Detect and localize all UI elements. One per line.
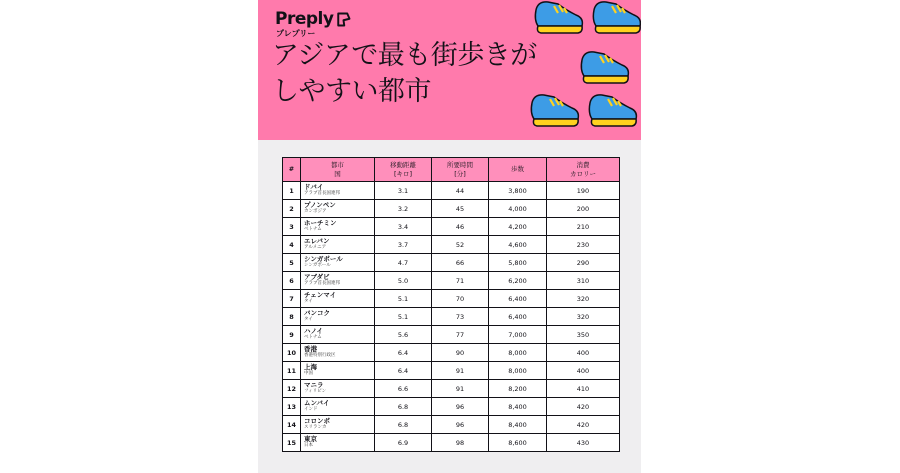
city-name: 上海 — [304, 363, 317, 371]
calories-cell: 420 — [547, 416, 620, 434]
country-name: アルメニア — [304, 245, 327, 250]
preply-logo — [275, 9, 351, 29]
rank-cell: 3 — [283, 218, 301, 236]
rank-cell: 6 — [283, 272, 301, 290]
rank-cell: 2 — [283, 200, 301, 218]
country-name: スリランカ — [304, 425, 327, 430]
table-row — [283, 290, 620, 308]
header-time: 所要時間 [分] — [432, 158, 489, 182]
header-steps: 歩数 — [489, 158, 547, 182]
country-name: 香港特別行政区 — [304, 353, 336, 358]
city-cell — [301, 272, 375, 290]
title-line-2: しやすい都市 — [272, 76, 431, 107]
city-name: シンガポール — [304, 255, 343, 263]
sneaker-pair-icon — [532, 0, 641, 44]
city-cell — [301, 308, 375, 326]
time-cell: 73 — [432, 308, 489, 326]
city-name: アブダビ — [304, 273, 330, 281]
distance-cell: 3.4 — [375, 218, 432, 236]
header-city: 都市 国 — [301, 158, 375, 182]
rank-cell: 9 — [283, 326, 301, 344]
city-name: ムンバイ — [304, 399, 330, 407]
steps-cell: 8,000 — [489, 344, 547, 362]
time-cell: 44 — [432, 182, 489, 200]
distance-cell: 6.8 — [375, 416, 432, 434]
steps-cell: 8,400 — [489, 398, 547, 416]
city-name: ハノイ — [304, 327, 323, 335]
city-name: チェンマイ — [304, 291, 337, 299]
country-name: インド — [304, 407, 318, 412]
table-row — [283, 308, 620, 326]
steps-cell: 6,400 — [489, 290, 547, 308]
rank-cell: 10 — [283, 344, 301, 362]
time-cell: 71 — [432, 272, 489, 290]
time-cell: 91 — [432, 362, 489, 380]
city-cell — [301, 344, 375, 362]
table-row — [283, 182, 620, 200]
calories-cell: 200 — [547, 200, 620, 218]
header-banner — [258, 0, 641, 140]
table-header-row — [283, 158, 620, 182]
country-name: フィリピン — [304, 389, 327, 394]
distance-cell: 6.4 — [375, 344, 432, 362]
country-name: カンボジア — [304, 209, 327, 214]
country-name: ベトナム — [304, 227, 322, 232]
calories-cell: 310 — [547, 272, 620, 290]
table-body — [283, 182, 620, 452]
time-cell: 98 — [432, 434, 489, 452]
steps-cell: 6,400 — [489, 308, 547, 326]
time-cell: 66 — [432, 254, 489, 272]
city-cell — [301, 254, 375, 272]
city-name: プノンペン — [304, 201, 336, 209]
steps-cell: 4,000 — [489, 200, 547, 218]
walkable-cities-table — [282, 157, 620, 452]
calories-cell: 350 — [547, 326, 620, 344]
distance-cell: 5.6 — [375, 326, 432, 344]
time-cell: 46 — [432, 218, 489, 236]
city-cell — [301, 434, 375, 452]
city-name: マニラ — [304, 381, 324, 389]
time-cell: 70 — [432, 290, 489, 308]
distance-cell: 6.6 — [375, 380, 432, 398]
city-cell — [301, 326, 375, 344]
rank-cell: 7 — [283, 290, 301, 308]
city-name: コロンボ — [304, 417, 330, 425]
city-cell — [301, 416, 375, 434]
city-name: ホーチミン — [304, 219, 337, 227]
calories-cell: 230 — [547, 236, 620, 254]
distance-cell: 3.2 — [375, 200, 432, 218]
infographic-card — [258, 0, 641, 473]
calories-cell: 400 — [547, 362, 620, 380]
time-cell: 77 — [432, 326, 489, 344]
calories-cell: 430 — [547, 434, 620, 452]
table-row — [283, 416, 620, 434]
distance-cell: 4.7 — [375, 254, 432, 272]
city-cell — [301, 236, 375, 254]
country-name: タイ — [304, 299, 313, 304]
preply-logo-icon — [336, 12, 351, 27]
time-cell: 96 — [432, 398, 489, 416]
country-name: タイ — [304, 317, 313, 322]
city-name: バンコク — [304, 309, 330, 317]
header-calories: 消費 カロリー — [547, 158, 620, 182]
rank-cell: 14 — [283, 416, 301, 434]
city-cell — [301, 182, 375, 200]
rank-cell: 5 — [283, 254, 301, 272]
table-row — [283, 326, 620, 344]
city-cell — [301, 380, 375, 398]
time-cell: 52 — [432, 236, 489, 254]
country-name: 中国 — [304, 371, 313, 376]
rank-cell: 4 — [283, 236, 301, 254]
logo-subtitle: プレプリー — [276, 29, 316, 38]
country-name: アラブ首長国連邦 — [304, 191, 340, 196]
steps-cell: 8,200 — [489, 380, 547, 398]
country-name: ベトナム — [304, 335, 322, 340]
table-row — [283, 272, 620, 290]
city-cell — [301, 362, 375, 380]
table-row — [283, 218, 620, 236]
distance-cell: 3.1 — [375, 182, 432, 200]
table-row — [283, 254, 620, 272]
table-row — [283, 236, 620, 254]
table-row — [283, 362, 620, 380]
calories-cell: 210 — [547, 218, 620, 236]
calories-cell: 400 — [547, 344, 620, 362]
steps-cell: 7,000 — [489, 326, 547, 344]
distance-cell: 6.4 — [375, 362, 432, 380]
city-cell — [301, 290, 375, 308]
country-name: 日本 — [304, 443, 313, 448]
steps-cell: 6,200 — [489, 272, 547, 290]
steps-cell: 5,800 — [489, 254, 547, 272]
calories-cell: 190 — [547, 182, 620, 200]
header-distance: 移動距離 [キロ] — [375, 158, 432, 182]
steps-cell: 4,600 — [489, 236, 547, 254]
steps-cell: 4,200 — [489, 218, 547, 236]
rank-cell: 1 — [283, 182, 301, 200]
rank-cell: 8 — [283, 308, 301, 326]
country-name: シンガポール — [304, 263, 331, 268]
distance-cell: 5.1 — [375, 308, 432, 326]
time-cell: 90 — [432, 344, 489, 362]
city-cell — [301, 200, 375, 218]
table-row — [283, 380, 620, 398]
city-name: 東京 — [304, 435, 317, 443]
table-row — [283, 344, 620, 362]
rank-cell: 15 — [283, 434, 301, 452]
city-name: ドバイ — [304, 183, 324, 191]
city-name: エレバン — [304, 237, 330, 245]
rank-cell: 11 — [283, 362, 301, 380]
header-rank: # — [283, 158, 301, 182]
distance-cell: 6.8 — [375, 398, 432, 416]
country-name: アラブ首長国連邦 — [304, 281, 340, 286]
rank-cell: 12 — [283, 380, 301, 398]
calories-cell: 410 — [547, 380, 620, 398]
steps-cell: 8,000 — [489, 362, 547, 380]
city-cell — [301, 218, 375, 236]
table-row — [283, 434, 620, 452]
distance-cell: 5.1 — [375, 290, 432, 308]
title-line-1: アジアで最も街歩きが — [272, 40, 537, 71]
calories-cell: 420 — [547, 398, 620, 416]
distance-cell: 5.0 — [375, 272, 432, 290]
steps-cell: 3,800 — [489, 182, 547, 200]
time-cell: 45 — [432, 200, 489, 218]
time-cell: 91 — [432, 380, 489, 398]
steps-cell: 8,600 — [489, 434, 547, 452]
steps-cell: 8,400 — [489, 416, 547, 434]
table-row — [283, 398, 620, 416]
city-cell — [301, 398, 375, 416]
city-name: 香港 — [304, 345, 317, 353]
table-row — [283, 200, 620, 218]
calories-cell: 320 — [547, 308, 620, 326]
rank-cell: 13 — [283, 398, 301, 416]
time-cell: 96 — [432, 416, 489, 434]
sneaker-pair-icon — [528, 93, 641, 133]
calories-cell: 290 — [547, 254, 620, 272]
distance-cell: 6.9 — [375, 434, 432, 452]
logo-wordmark: Preply — [275, 9, 334, 29]
sneaker-pair-icon — [578, 50, 641, 88]
distance-cell: 3.7 — [375, 236, 432, 254]
calories-cell: 320 — [547, 290, 620, 308]
